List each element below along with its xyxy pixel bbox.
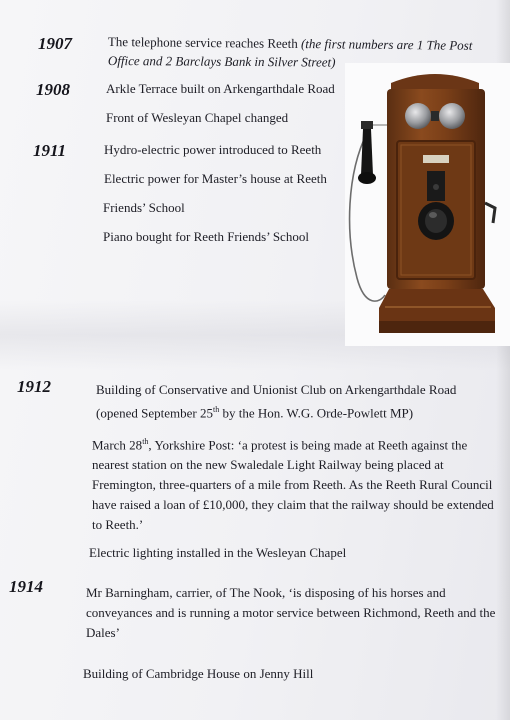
entry-1908-item-1: Arkle Terrace built on Arkengarthdale Road [106,81,335,96]
entry-1914-carrier: Mr Barningham, carrier, of The Nook, ‘is disposing of his horses and conveyances and is running a motor service between Richmond, Reeth and the Dales’ [86,585,496,640]
year-1911: 1911 [33,141,67,160]
entry-1908-item-2: Front of Wesleyan Chapel changed [106,110,289,125]
year-1908: 1908 [36,80,70,99]
year-1907: 1907 [38,34,72,53]
wall-telephone-icon [345,63,510,346]
entry-1911-item-1: Hydro-electric power introduced to Reeth [104,142,322,157]
club-opened-by-text: by the Hon. W.G. Orde-Powlett MP) [219,405,414,421]
year-1914: 1914 [9,577,43,596]
entry-1912-lighting: Electric lighting installed in the Wesleyan Chapel [89,545,347,560]
entry-1914-cambridge-house: Building of Cambridge House on Jenny Hill [83,666,314,681]
quote-ordinal-sup: th [142,437,149,446]
entry-1911-item-2: Electric power for Master’s house at Reeth [104,171,327,186]
entry-1907-line-2: Office and 2 Barclays Bank in Silver Street) [107,52,336,70]
club-ordinal-sup: th [212,405,220,414]
entry-1907-text: The telephone service reaches Reeth [107,33,302,52]
entry-1912-club-line-2 [96,400,413,423]
entry-1907-italic-1: (the first numbers are 1 The Post [300,36,473,53]
quote-date-text: March 28 [92,437,143,453]
entry-1911-item-4: Piano bought for Reeth Friends’ School [103,229,309,244]
club-opened-text: (opened September 25 [96,405,213,421]
entry-1911-item-3: Friends’ School [103,200,185,215]
wall-telephone-photo [345,63,510,346]
entry-1912-yorkshire-post-quote [92,432,496,535]
year-1912: 1912 [17,377,51,396]
entry-1912-club-line-1: Building of Conservative and Unionist Club on Arkengarthdale Road [96,382,457,397]
quote-body-text: , Yorkshire Post: ‘a protest is being made at Reeth against the nearest station on the new Swaledale Light Railway being placed at Fremington, three-quarters of a mile from Reeth. As the Reeth Rural Council have raised a loan of £10,000, they claim that the railway should be extended to Reeth.’ [92,437,494,533]
